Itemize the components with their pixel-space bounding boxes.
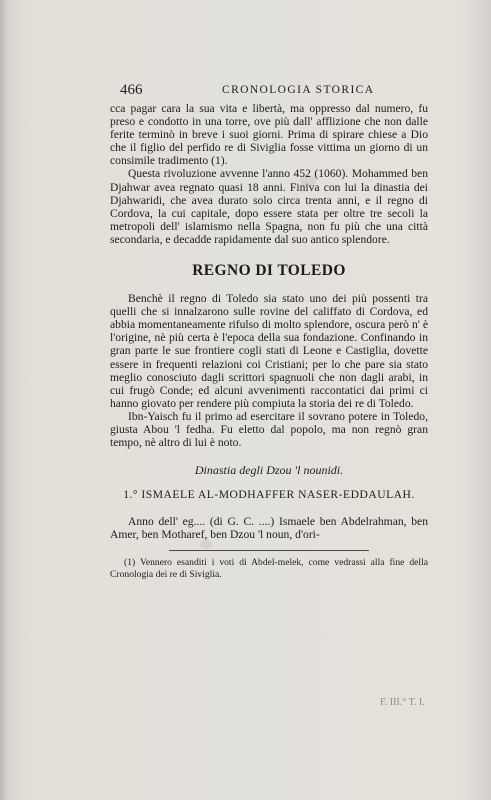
paragraph: Ibn-Yaisch fu il primo ad esercitare il sovrano potere in Toledo, giusta Abou 'l fedha. Fu eletto dal popolo, ma non regnò gran tempo, nè altro di lui è noto. [110,409,428,450]
text-block [110,82,428,580]
footnote-rule [169,550,369,551]
running-head: CRONOLOGIA STORICA [222,84,375,96]
dynasty-heading: Dinastia degli Dzou 'l nounidi. [194,463,344,478]
paragraph: Questa rivoluzione avvenne l'anno 452 (1060). Mohammed ben Djahwar avea regnato quasi 18 anni. Finiva con lui la dinastia dei Djahwaridi, che avea durato solo circa trenta anni, e il regno di Cordova, la cui capitale, dopo essere stata per oltre tre secoli la metropoli dell' islamismo nella Spagna, non fu più che una città secondaria, e decadde rapidamente dal suo antico splendore. [110,167,428,246]
paragraph: Anno dell' eg.... (di G. C. ....) Ismaele ben Abdelrahman, ben Amer, ben Motharef, ben Dzou 'l noun, d'ori- [110,515,428,542]
footnote: (1) Vennero esanditi i voti di Abdel-melek, come vedrassi alla fine della Cronologia dei re di Siviglia. [110,557,428,580]
bleed-through-text: F. III.° T. I. [380,697,425,708]
paragraph: cca pagar cara la sua vita e libertà, ma oppresso dal numero, fu preso e condotto in una torre, ove più dall' afflizione che non dalle ferite terminò in breve i suoi giorni. Prima di spirare chiese a Dio che il figlio del perfido re di Siviglia fosse vittima un giorno di un consimile tradimento (1). [110,102,428,168]
section-title: REGNO DI TOLEDO [192,262,346,280]
page-header [110,82,428,102]
paragraph: Benchè il regno di Toledo sia stato uno dei più possenti tra quelli che si innalzarono sulle rovine del califfato di Cordova, ed abbia momentaneamente rifulso di molto splendore, oscura però n' è l'origine, nè più certa è l'epoca della sua fondazione. Confinando in gran parte le sue frontiere cogli stati di Leone e Castiglia, dovette essere in frequenti relazioni coi Cristiani; per lo che pare sia stato meglio conosciuto dagli scrittori spagnuoli che non dagli arabi, in cui frugò Conde; ed alcuni avvenimenti raccontatici dai primi ci hanno giovato per rendere più compiuta la storia dei re di Toledo. [110,292,428,410]
ruler-heading: 1.° ISMAELE AL-MODHAFFER NASER-EDDAULAH. [123,488,415,502]
page-number: 466 [120,82,143,98]
